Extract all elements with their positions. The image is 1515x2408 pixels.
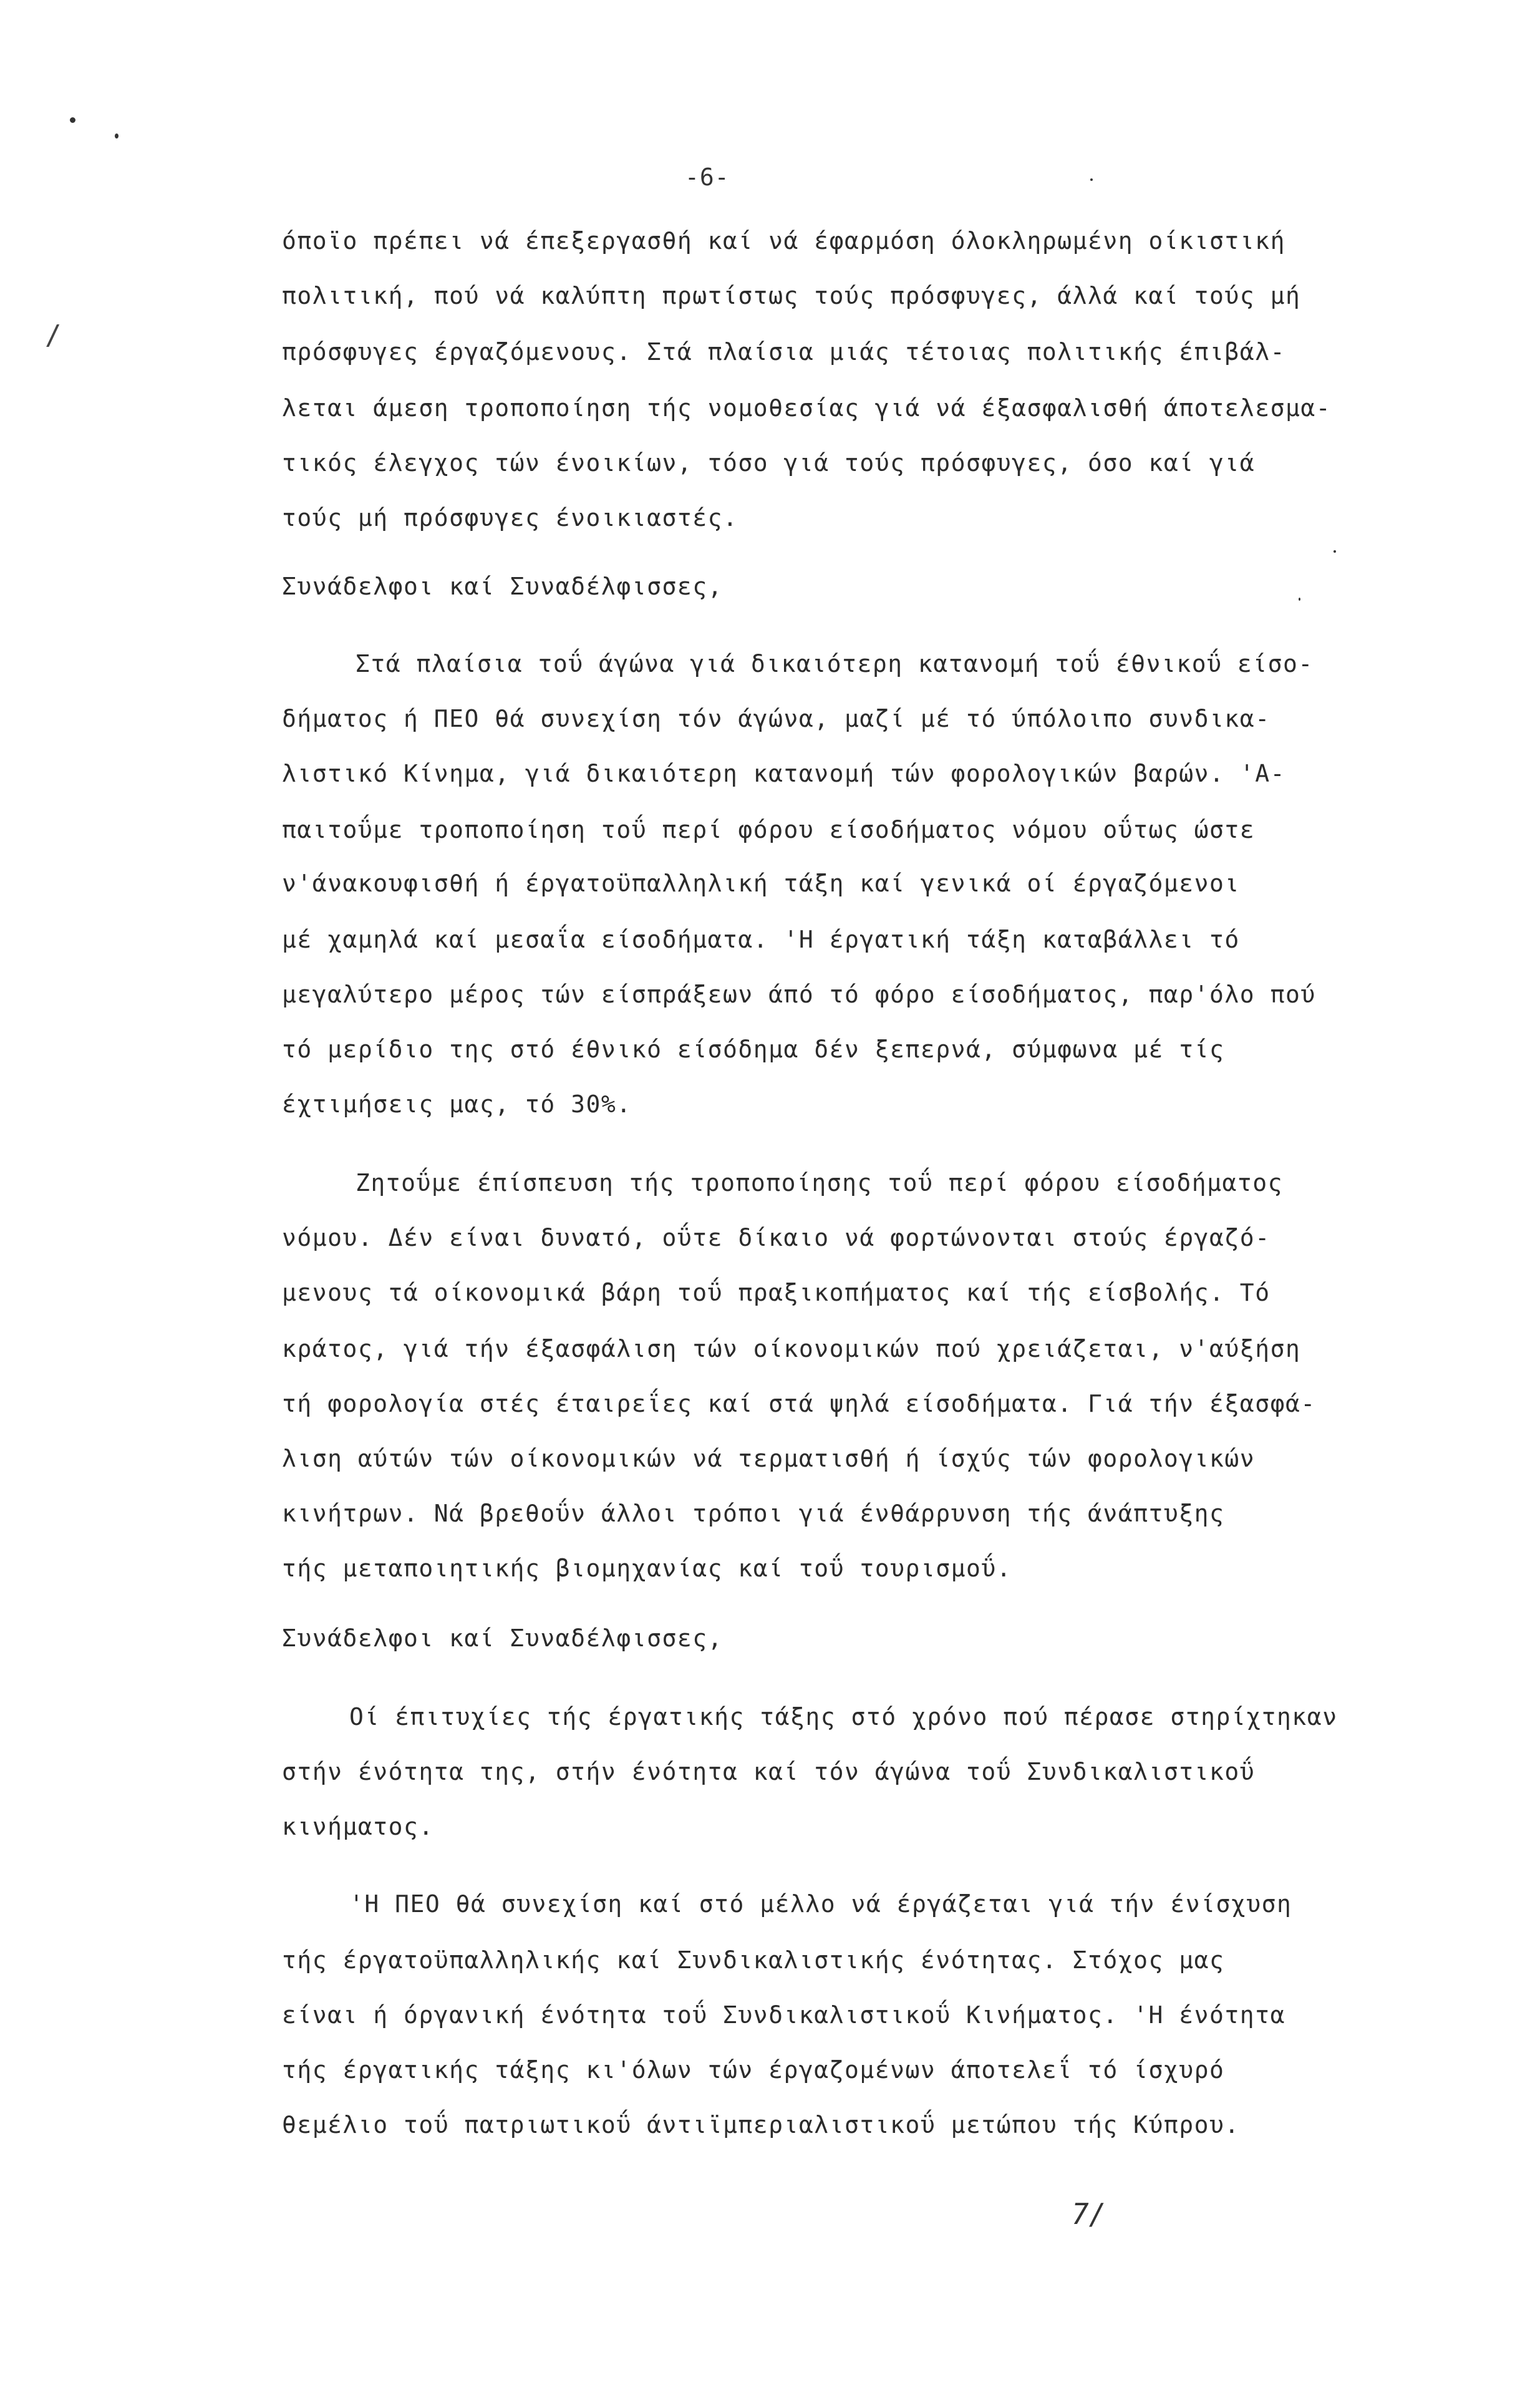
text-line: είναι ή όργανική ένότητα τοΰ Συνδικαλιστικοΰ Κινήματος. 'Η ένότητα [282,2001,1285,2029]
scan-speck [1299,598,1300,601]
text-line: πολιτική, πού νά καλύπτη πρωτίστως τούς πρόσφυγες, άλλά καί τούς μή [282,282,1301,309]
text-line: παιτοΰμε τροποποίηση τοΰ περί φόρου είσοδήματος νόμου οΰτως ώστε [282,816,1256,843]
text-line: τικός έλεγχος τών ένοικίων, τόσο γιά τούς πρόσφυγες, όσο καί γιά [282,449,1256,477]
text-line: τό μερίδιο της στό έθνικό είσόδημα δέν ξεπερνά, σύμφωνα μέ τίς [282,1036,1225,1063]
scan-speck [70,117,75,123]
text-line: λιστικό Κίνημα, γιά δικαιότερη κατανομή τών φορολογικών βαρών. 'Α- [282,760,1285,787]
text-line: στήν ένότητα της, στήν ένότητα καί τόν άγώνα τοΰ Συνδικαλιστικοΰ [282,1758,1256,1785]
text-line: τούς μή πρόσφυγες ένοικιαστές. [282,504,738,532]
text-line: νόμου. Δέν είναι δυνατό, οΰτε δίκαιο νά φορτώνονται στούς έργαζό- [282,1224,1271,1251]
scan-speck [115,134,119,138]
text-line: τή φορολογία στές έταιρεΐες καί στά ψηλά είσοδήματα. Γιά τήν έξασφά- [282,1390,1316,1417]
text-line: τής μεταποιητικής βιομηχανίας καί τοΰ τουρισμοΰ. [282,1555,1012,1582]
text-line: μενους τά οίκονομικά βάρη τοΰ πραξικοπήματος καί τής είσβολής. Τό [282,1279,1271,1306]
scan-speck [1333,550,1336,553]
salutation: Συνάδελφοι καί Συναδέλφισσες, [282,573,723,600]
text-line: Ζητοΰμε έπίσπευση τής τροποποίησης τοΰ περί φόρου είσοδήματος [356,1169,1284,1197]
page-number: -6- [685,163,730,191]
continuation-page-marker: 7/ [1072,2197,1106,2231]
text-line: Στά πλαίσια τοΰ άγώνα γιά δικαιότερη κατανομή τοΰ έθνικοΰ είσο- [356,650,1314,677]
text-line: θεμέλιο τοΰ πατριωτικοΰ άντιϊμπεριαλιστικοΰ μετώπου τής Κύπρου. [282,2111,1240,2139]
text-line: κινήματος. [282,1813,434,1840]
text-line: τής έργατοϋπαλληλικής καί Συνδικαλιστικής ένότητας. Στόχος μας [282,1946,1225,1974]
text-line: ν'άνακουφισθή ή έργατοϋπαλληλική τάξη καί γενικά οί έργαζόμενοι [282,870,1240,897]
salutation: Συνάδελφοι καί Συναδέλφισσες, [282,1624,723,1652]
text-line: έχτιμήσεις μας, τό 30%. [282,1090,632,1118]
text-line: μεγαλύτερο μέρος τών είσπράξεων άπό τό φόρο είσοδήματος, παρ'όλο πού [282,981,1316,1008]
text-line: μέ χαμηλά καί μεσαΐα είσοδήματα. 'Η έργατική τάξη καταβάλλει τό [282,926,1240,953]
text-line: όποϊο πρέπει νά έπεξεργασθή καί νά έφαρμόση όλοκληρωμένη οίκιστική [282,227,1285,255]
text-line: κράτος, γιά τήν έξασφάλιση τών οίκονομικών πού χρειάζεται, ν'αύξήση [282,1335,1301,1362]
text-line: Οί έπιτυχίες τής έργατικής τάξης στό χρόνο πού πέρασε στηρίχτηκαν [349,1703,1338,1731]
text-line: λιση αύτών τών οίκονομικών νά τερματισθή ή ίσχύς τών φορολογικών [282,1445,1256,1472]
text-line: τής έργατικής τάξης κι'όλων τών έργαζομένων άποτελεΐ τό ίσχυρό [282,2056,1225,2084]
text-line: κινήτρων. Νά βρεθοΰν άλλοι τρόποι γιά ένθάρρυνση τής άνάπτυξης [282,1500,1225,1527]
text-line: πρόσφυγες έργαζόμενους. Στά πλαίσια μιάς τέτοιας πολιτικής έπιβάλ- [282,338,1285,366]
margin-mark: / [45,319,62,351]
text-line: λεται άμεση τροποποίηση τής νομοθεσίας γιά νά έξασφαλισθή άποτελεσμα- [282,394,1332,422]
text-line: 'Η ΠΕΟ θά συνεχίση καί στό μέλλο νά έργάζεται γιά τήν ένίσχυση [349,1890,1292,1918]
scan-speck [1090,178,1093,181]
text-line: δήματος ή ΠΕΟ θά συνεχίση τόν άγώνα, μαζί μέ τό ύπόλοιπο συνδικα- [282,705,1271,732]
